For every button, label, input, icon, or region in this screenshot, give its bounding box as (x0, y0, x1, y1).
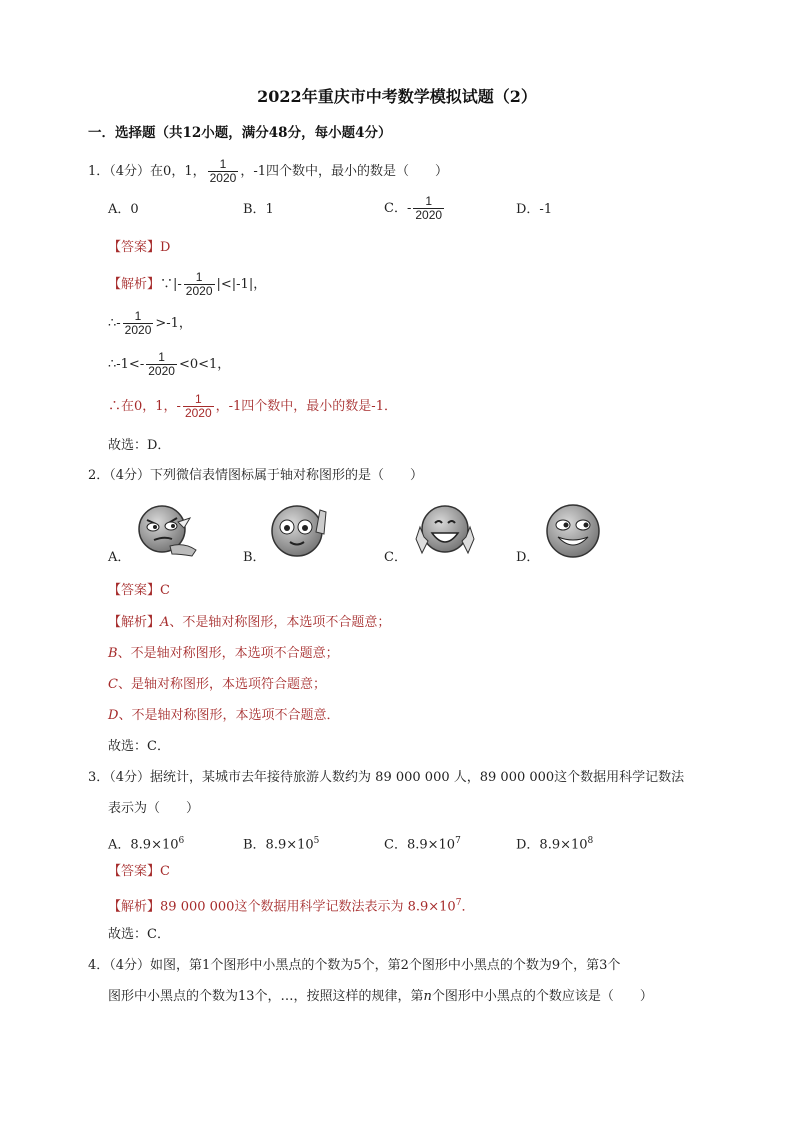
q1-option-a: A．0 (108, 202, 139, 217)
q3-stem-line1: 3．（4分）据统计，某城市去年接待旅游人数约为 89 000 000 人，89 000 000这个数据用科学记数法 (88, 770, 685, 785)
q3-option-c: C．$8.9\times 10^7$ (384, 836, 461, 853)
q1-stem: 1．（4分）在0，1， $\frac{1}{2020}$ ，-1四个数中，最小的数是（ ） (88, 157, 448, 185)
section-header: 一．选择题（共12小题，满分48分，每小题4分） (88, 125, 392, 141)
q1-option-d: D．-1 (516, 202, 553, 217)
q2-emoji-b (268, 502, 338, 562)
q3-option-a: A．$8.9\times 10^6$ (108, 836, 185, 853)
q2-conclusion: 故选：C． (108, 739, 170, 754)
q1-analysis-line4: ∴在0，1，- $\frac{1}{2020}$ ，-1四个数中，最小的数是-1． (108, 392, 397, 420)
q2-answer: 【答案】C (108, 583, 170, 598)
q2-emoji-c (410, 503, 480, 563)
q3-conclusion: 故选：C． (108, 927, 170, 942)
q1-option-b: B．1 (243, 202, 274, 217)
q1-analysis-line3: ∴-1<- $\frac{1}{2020}$ <0<1， (108, 350, 231, 378)
page-title: 2022年重庆市中考数学模拟试题（2） (257, 87, 537, 106)
q3-analysis: 【解析】89 000 000这个数据用科学记数法表示为 $8.9\times 10^7$． (108, 898, 475, 915)
q1-option-c: C．- $\frac{1}{2020}$ (384, 194, 443, 222)
q1-analysis-line1: 【解析】∵|- $\frac{1}{2020}$ |<|-1|， (108, 270, 267, 298)
q1-analysis-line2: ∴- $\frac{1}{2020}$ >-1， (108, 309, 192, 337)
q4-stem-line2: 图形中小黑点的个数为13个，…，按照这样的规律，第n个图形中小黑点的个数应该是（ ） (108, 989, 653, 1004)
q2-analysis-line1: 【解析】A、不是轴对称图形，本选项不合题意； (108, 615, 391, 630)
q3-answer: 【答案】C (108, 864, 170, 879)
q2-analysis-line3: C、是轴对称图形，本选项符合题意； (108, 677, 326, 692)
q2-option-b: B． (243, 550, 266, 565)
q2-analysis-line4: D、不是轴对称图形，本选项不合题意． (108, 708, 340, 723)
q4-stem-line1: 4．（4分）如图，第1个图形中小黑点的个数为5个，第2个图形中小黑点的个数为9个，第3个 (88, 958, 621, 973)
q2-emoji-a (134, 502, 204, 562)
q3-option-b: B．$8.9\times 10^5$ (243, 836, 320, 853)
q2-emoji-d (544, 503, 604, 561)
q1-answer: 【答案】D (108, 240, 171, 255)
q1-conclusion: 故选：D． (108, 438, 171, 453)
q2-analysis-line2: B、不是轴对称图形，本选项不合题意； (108, 646, 339, 661)
q2-option-d: D． (516, 550, 540, 565)
q2-option-a: A． (108, 550, 131, 565)
q2-stem: 2．（4分）下列微信表情图标属于轴对称图形的是（ ） (88, 468, 424, 483)
q3-stem-line2: 表示为（ ） (108, 801, 200, 816)
q3-option-d: D．$8.9\times 10^8$ (516, 836, 594, 853)
q2-option-c: C． (384, 550, 407, 565)
